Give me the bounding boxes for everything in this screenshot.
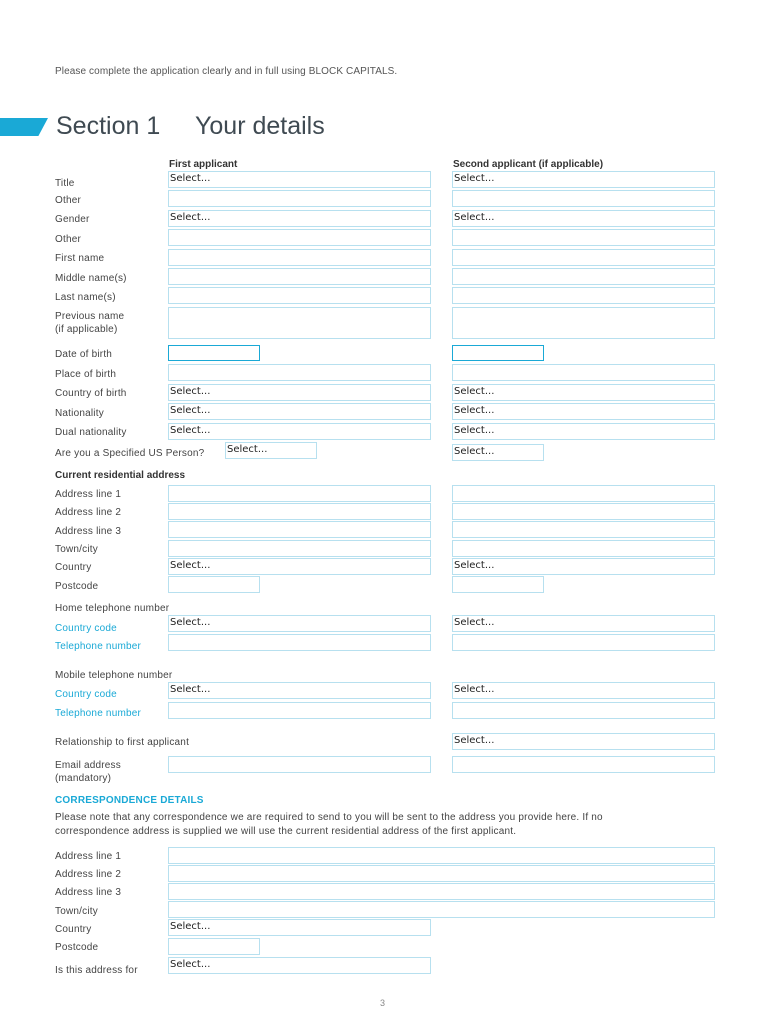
home-country-code-label: Country code [55, 623, 117, 634]
middle-names-input-second[interactable] [452, 268, 715, 285]
addr2-input-second[interactable] [452, 503, 715, 520]
home-country-code-select-first[interactable]: Select... [168, 615, 431, 632]
title-other-label: Other [55, 195, 82, 206]
home-telephone-input-second[interactable] [452, 634, 715, 651]
addr1-input-first[interactable] [168, 485, 431, 502]
title-other-input-first[interactable] [168, 190, 431, 207]
previous-name-label-line2: (if applicable) [55, 324, 118, 335]
addr3-label: Address line 3 [55, 526, 122, 537]
last-names-input-first[interactable] [168, 287, 431, 304]
dob-input-second[interactable] [452, 345, 544, 361]
corr-postcode-input[interactable] [168, 938, 260, 955]
second-applicant-heading: Second applicant (if applicable) [453, 159, 604, 170]
first-name-input-second[interactable] [452, 249, 715, 266]
addr2-label: Address line 2 [55, 507, 122, 518]
title-other-input-second[interactable] [452, 190, 715, 207]
mobile-telephone-input-first[interactable] [168, 702, 431, 719]
corr-town-input[interactable] [168, 901, 715, 918]
first-applicant-heading: First applicant [169, 159, 238, 170]
correspondence-note: Please note that any correspondence we are required to send to you will be sent to the address you provide here. If no correspondence address is supplied we will use the current residential address of the first applicant. [55, 812, 603, 837]
addr1-label: Address line 1 [55, 489, 122, 500]
first-name-input-first[interactable] [168, 249, 431, 266]
dob-label: Date of birth [55, 349, 113, 360]
email-label-line2: (mandatory) [55, 773, 112, 784]
corr-address-for-label: Is this address for [55, 965, 138, 976]
first-name-label: First name [55, 253, 105, 264]
addr2-input-first[interactable] [168, 503, 431, 520]
middle-names-label: Middle name(s) [55, 273, 127, 284]
home-country-code-select-second[interactable]: Select... [452, 615, 715, 632]
dual-nationality-select-first[interactable]: Select... [168, 423, 431, 440]
relationship-label: Relationship to first applicant [55, 737, 190, 748]
current-address-heading: Current residential address [55, 470, 186, 481]
pob-input-first[interactable] [168, 364, 431, 381]
page-number: 3 [380, 998, 386, 1008]
last-names-label: Last name(s) [55, 292, 116, 303]
mobile-telephone-input-second[interactable] [452, 702, 715, 719]
corr-addr1-label: Address line 1 [55, 851, 122, 862]
corr-addr3-input[interactable] [168, 883, 715, 900]
mobile-tel-heading: Mobile telephone number [55, 670, 173, 681]
nationality-label: Nationality [55, 408, 104, 419]
email-label [55, 759, 121, 785]
last-names-input-second[interactable] [452, 287, 715, 304]
corr-country-label: Country [55, 924, 92, 935]
corr-address-for-select[interactable]: Select... [168, 957, 431, 974]
section-number: Section 1 [56, 112, 161, 140]
corr-town-label: Town/city [55, 906, 98, 917]
corr-postcode-label: Postcode [55, 942, 99, 953]
home-telephone-label: Telephone number [55, 641, 142, 652]
email-label-line1: Email address [55, 760, 121, 771]
us-person-label: Are you a Specified US Person? [55, 448, 205, 459]
corr-addr1-input[interactable] [168, 847, 715, 864]
intro-text: Please complete the application clearly and in full using BLOCK CAPITALS. [55, 66, 398, 77]
correspondence-heading: CORRESPONDENCE DETAILS [55, 795, 204, 806]
gender-other-input-first[interactable] [168, 229, 431, 246]
mobile-telephone-label: Telephone number [55, 708, 142, 719]
town-label: Town/city [55, 544, 98, 555]
home-tel-heading: Home telephone number [55, 603, 170, 614]
corr-country-select[interactable]: Select... [168, 919, 431, 936]
cob-label: Country of birth [55, 388, 127, 399]
pob-label: Place of birth [55, 369, 117, 380]
cob-select-second[interactable]: Select... [452, 384, 715, 401]
mobile-country-code-select-first[interactable]: Select... [168, 682, 431, 699]
pob-input-second[interactable] [452, 364, 715, 381]
mobile-country-code-label: Country code [55, 689, 117, 700]
gender-other-label: Other [55, 234, 82, 245]
relationship-select-second[interactable]: Select... [452, 733, 715, 750]
us-person-select-second[interactable]: Select... [452, 444, 544, 461]
email-input-first[interactable] [168, 756, 431, 773]
title-select-first[interactable]: Select... [168, 171, 431, 188]
addr3-input-second[interactable] [452, 521, 715, 538]
gender-label: Gender [55, 214, 90, 225]
dual-nationality-label: Dual nationality [55, 427, 127, 438]
gender-select-second[interactable]: Select... [452, 210, 715, 227]
postcode-input-first[interactable] [168, 576, 260, 593]
gender-select-first[interactable]: Select... [168, 210, 431, 227]
cob-select-first[interactable]: Select... [168, 384, 431, 401]
corr-addr2-label: Address line 2 [55, 869, 122, 880]
postcode-input-second[interactable] [452, 576, 544, 593]
home-telephone-input-first[interactable] [168, 634, 431, 651]
country-select-first[interactable]: Select... [168, 558, 431, 575]
section-accent-bar [0, 118, 48, 136]
town-input-second[interactable] [452, 540, 715, 557]
nationality-select-first[interactable]: Select... [168, 403, 431, 420]
previous-name-input-first[interactable] [168, 307, 431, 339]
mobile-country-code-select-second[interactable]: Select... [452, 682, 715, 699]
corr-addr3-label: Address line 3 [55, 887, 122, 898]
addr1-input-second[interactable] [452, 485, 715, 502]
middle-names-input-first[interactable] [168, 268, 431, 285]
title-select-second[interactable]: Select... [452, 171, 715, 188]
postcode-label: Postcode [55, 581, 99, 592]
gender-other-input-second[interactable] [452, 229, 715, 246]
country-label: Country [55, 562, 92, 573]
title-label: Title [55, 178, 75, 189]
country-select-second[interactable]: Select... [452, 558, 715, 575]
nationality-select-second[interactable]: Select... [452, 403, 715, 420]
email-input-second[interactable] [452, 756, 715, 773]
previous-name-label [55, 310, 124, 336]
previous-name-label-line1: Previous name [55, 311, 125, 322]
us-person-select-first[interactable]: Select... [225, 442, 317, 459]
previous-name-input-second[interactable] [452, 307, 715, 339]
section-title: Your details [195, 112, 325, 140]
corr-addr2-input[interactable] [168, 865, 715, 882]
dual-nationality-select-second[interactable]: Select... [452, 423, 715, 440]
addr3-input-first[interactable] [168, 521, 431, 538]
dob-input-first[interactable] [168, 345, 260, 361]
town-input-first[interactable] [168, 540, 431, 557]
